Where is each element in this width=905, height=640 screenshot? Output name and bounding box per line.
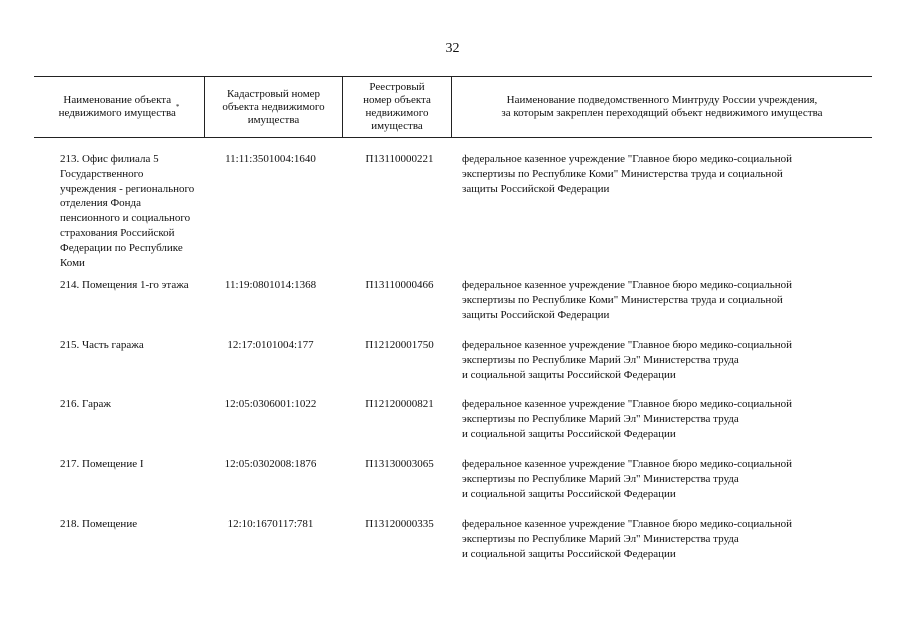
cadastral-number-cell: 12:05:0306001:1022 [224, 398, 317, 410]
object-name-cell: 214. Помещения 1-го этажа [60, 279, 189, 291]
cadastral-number-cell: 12:17:0101004:177 [227, 339, 314, 351]
page-number: 32 [445, 41, 460, 56]
object-name-cell: 218. Помещение [60, 518, 138, 530]
object-name-cell: 215. Часть гаража [60, 339, 144, 351]
table-row [34, 517, 872, 577]
object-name-cell: 216. Гараж [60, 398, 111, 410]
header-cadastral-number: Кадастровый номер объекта недвижимого имущества [222, 87, 325, 126]
table-row [34, 152, 872, 278]
registry-number-cell: П13110000466 [365, 279, 434, 291]
institution-cell: федеральное казенное учреждение "Главное бюро медико-социальной экспертизы по Республике Марий Эл" Министерства труда и социальной защиты Российской Федерации [462, 518, 793, 560]
header-object-name: Наименование объекта недвижимого имущества * [58, 94, 180, 119]
registry-number-cell: П12120001750 [365, 339, 434, 351]
object-name-cell: 213. Офис филиала 5 Государственного учреждения - регионального отделения Фонда пенсионного и социального страхования Российской Федерации по Республике Коми [60, 153, 195, 269]
registry-number-cell: П13120000335 [365, 518, 434, 530]
institution-cell: федеральное казенное учреждение "Главное бюро медико-социальной экспертизы по Республике Коми" Министерства труда и социальной защиты Российской Федерации [462, 153, 793, 195]
institution-cell: федеральное казенное учреждение "Главное бюро медико-социальной экспертизы по Республике Марий Эл" Министерства труда и социальной защиты Российской Федерации [462, 398, 793, 440]
table-row [34, 397, 872, 457]
institution-cell: федеральное казенное учреждение "Главное бюро медико-социальной экспертизы по Республике Марий Эл" Министерства труда и социальной защиты Российской Федерации [462, 339, 793, 381]
object-name-cell: 217. Помещение I [60, 458, 144, 470]
cadastral-number-cell: 12:05:0302008:1876 [224, 458, 317, 470]
cadastral-number-cell: 12:10:1670117:781 [227, 518, 314, 530]
table-row [34, 278, 872, 338]
header-institution: Наименование подведомственного Минтруду России учреждения, за которым закреплен переходящий объект недвижимого имущества [501, 94, 823, 119]
registry-number-cell: П13110000221 [365, 153, 434, 165]
registry-number-cell: П12120000821 [365, 398, 434, 410]
institution-cell: федеральное казенное учреждение "Главное бюро медико-социальной экспертизы по Республике Марий Эл" Министерства труда и социальной защиты Российской Федерации [462, 458, 793, 500]
table-body [34, 152, 872, 577]
header-bottom-rule [34, 137, 872, 138]
registry-number-cell: П13130003065 [365, 458, 434, 470]
cadastral-number-cell: 11:19:0801014:1368 [224, 279, 317, 291]
table-row [34, 338, 872, 397]
table-row [34, 457, 872, 517]
header-registry-number: Реестровый номер объекта недвижимого имущества [363, 81, 431, 132]
institution-cell: федеральное казенное учреждение "Главное бюро медико-социальной экспертизы по Республике Коми" Министерства труда и социальной защиты Российской Федерации [462, 279, 793, 321]
cadastral-number-cell: 11:11:3501004:1640 [225, 153, 316, 165]
